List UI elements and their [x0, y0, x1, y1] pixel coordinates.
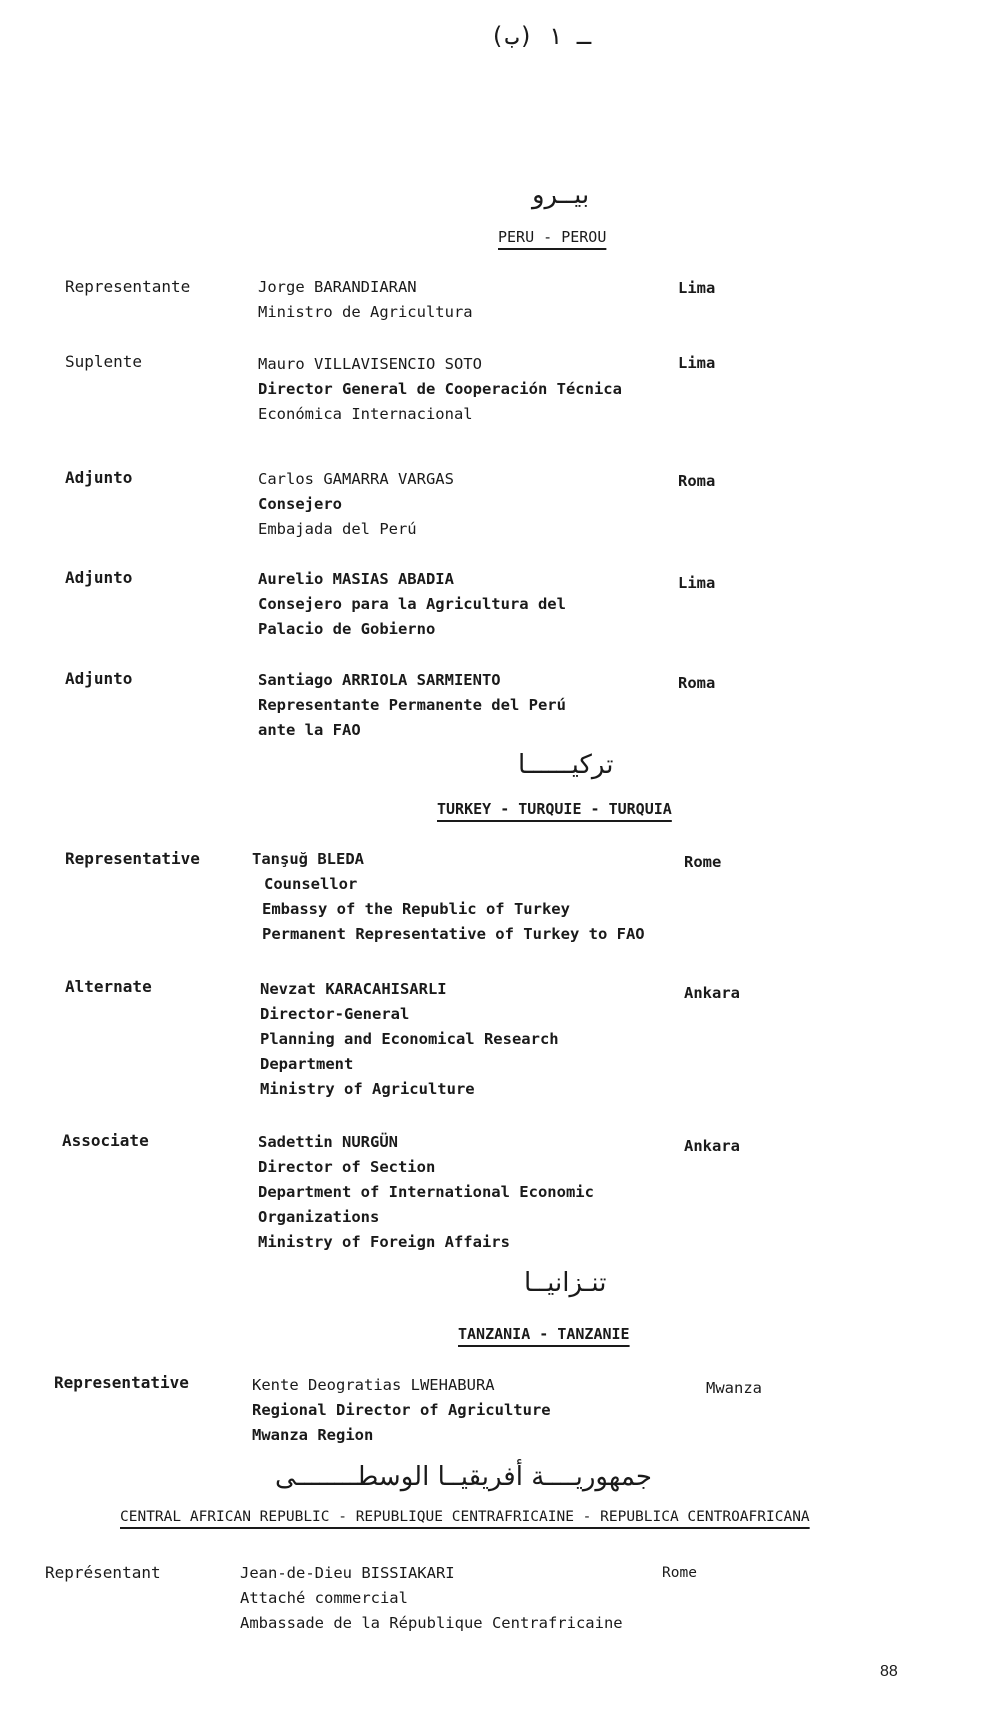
delegate-title: Mwanza Region	[252, 1426, 374, 1444]
tanzania-entry-1	[252, 1373, 551, 1448]
delegate-title: Permanent Representative of Turkey to FAO	[262, 925, 645, 943]
turkey-city-3: Ankara	[684, 1137, 740, 1155]
delegate-title: Embajada del Perú	[258, 520, 417, 538]
delegate-title: Planning and Economical Research	[260, 1030, 559, 1048]
delegate-title: Organizations	[258, 1208, 380, 1226]
car-city-1: Rome	[662, 1565, 697, 1581]
peru-entry-2	[258, 352, 622, 427]
delegate-title: Ministry of Agriculture	[260, 1080, 475, 1098]
peru-city-2: Lima	[678, 354, 716, 372]
peru-city-3: Roma	[678, 472, 716, 490]
turkey-role-2: Alternate	[65, 977, 152, 996]
delegate-title: Director General de Cooperación Técnica	[258, 380, 622, 398]
turkey-entry-3	[258, 1130, 594, 1255]
turkey-arabic-title: تركيــــــا	[518, 750, 614, 780]
page-label: (ب) ـ ١	[490, 22, 592, 50]
turkey-entry-1	[252, 847, 645, 947]
peru-entry-1	[258, 275, 473, 325]
delegate-title: Embassy of the Republic of Turkey	[262, 900, 570, 918]
delegate-title: Director-General	[260, 1005, 410, 1023]
peru-entry-5	[258, 668, 566, 743]
turkey-city-2: Ankara	[684, 984, 740, 1002]
page-number: 88	[880, 1663, 898, 1680]
delegate-title: Ambassade de la République Centrafricaine	[240, 1614, 623, 1632]
delegate-title: Attaché commercial	[240, 1589, 408, 1607]
peru-city-4: Lima	[678, 574, 716, 592]
turkey-entry-2	[260, 977, 559, 1102]
delegate-name: Jorge BARANDIARAN	[258, 278, 417, 296]
car-heading: CENTRAL AFRICAN REPUBLIC - REPUBLIQUE CENTRAFRICAINE - REPUBLICA CENTROAFRICANA	[120, 1509, 810, 1525]
peru-role-4: Adjunto	[65, 568, 133, 587]
car-entry-1	[240, 1561, 623, 1636]
tanzania-arabic-title: تنـزانيــا	[524, 1268, 607, 1298]
delegate-name: Sadettin NURGÜN	[258, 1133, 398, 1151]
peru-role-1: Representante	[65, 277, 191, 296]
delegate-title: Consejero para la Agricultura del	[258, 595, 566, 613]
peru-entry-4	[258, 567, 566, 642]
tanzania-heading: TANZANIA - TANZANIE	[458, 1325, 630, 1343]
delegate-title: Económica Internacional	[258, 405, 473, 423]
turkey-city-1: Rome	[684, 853, 722, 871]
delegate-name: Carlos GAMARRA VARGAS	[258, 470, 454, 488]
tanzania-role-1: Representative	[54, 1373, 189, 1392]
car-arabic-title: جمهوريــــة أفريقيــا الوسطــــــــى	[275, 1462, 652, 1492]
delegate-name: Mauro VILLAVISENCIO SOTO	[258, 355, 482, 373]
delegate-title: ante la FAO	[258, 721, 361, 739]
delegate-title: Ministro de Agricultura	[258, 303, 473, 321]
delegate-title: Ministry of Foreign Affairs	[258, 1233, 510, 1251]
delegate-name: Kente Deogratias LWEHABURA	[252, 1376, 495, 1394]
delegate-name: Jean-de-Dieu BISSIAKARI	[240, 1564, 455, 1582]
peru-role-5: Adjunto	[65, 669, 133, 688]
delegate-name: Santiago ARRIOLA SARMIENTO	[258, 671, 501, 689]
peru-heading: PERU - PEROU	[498, 228, 607, 246]
delegate-title: Counsellor	[264, 875, 358, 893]
delegate-name: Aurelio MASIAS ABADIA	[258, 570, 454, 588]
delegate-title: Director of Section	[258, 1158, 436, 1176]
delegate-name: Tanşuğ BLEDA	[252, 850, 364, 868]
turkey-role-3: Associate	[62, 1131, 149, 1150]
peru-entry-3	[258, 467, 454, 542]
peru-city-1: Lima	[678, 279, 716, 297]
delegate-title: Department of International Economic	[258, 1183, 594, 1201]
delegate-title: Consejero	[258, 495, 342, 513]
delegate-title: Department	[260, 1055, 354, 1073]
turkey-heading: TURKEY - TURQUIE - TURQUIA	[437, 800, 672, 818]
delegate-title: Representante Permanente del Perú	[258, 696, 566, 714]
delegate-name: Nevzat KARACAHISARLI	[260, 980, 447, 998]
car-role-1: Représentant	[45, 1563, 161, 1582]
turkey-role-1: Representative	[65, 849, 200, 868]
peru-city-5: Roma	[678, 674, 716, 692]
peru-arabic-title: بيــرو	[532, 180, 590, 210]
tanzania-city-1: Mwanza	[706, 1379, 762, 1397]
peru-role-3: Adjunto	[65, 468, 133, 487]
peru-role-2: Suplente	[65, 352, 143, 371]
delegate-title: Regional Director of Agriculture	[252, 1401, 551, 1419]
delegate-title: Palacio de Gobierno	[258, 620, 436, 638]
